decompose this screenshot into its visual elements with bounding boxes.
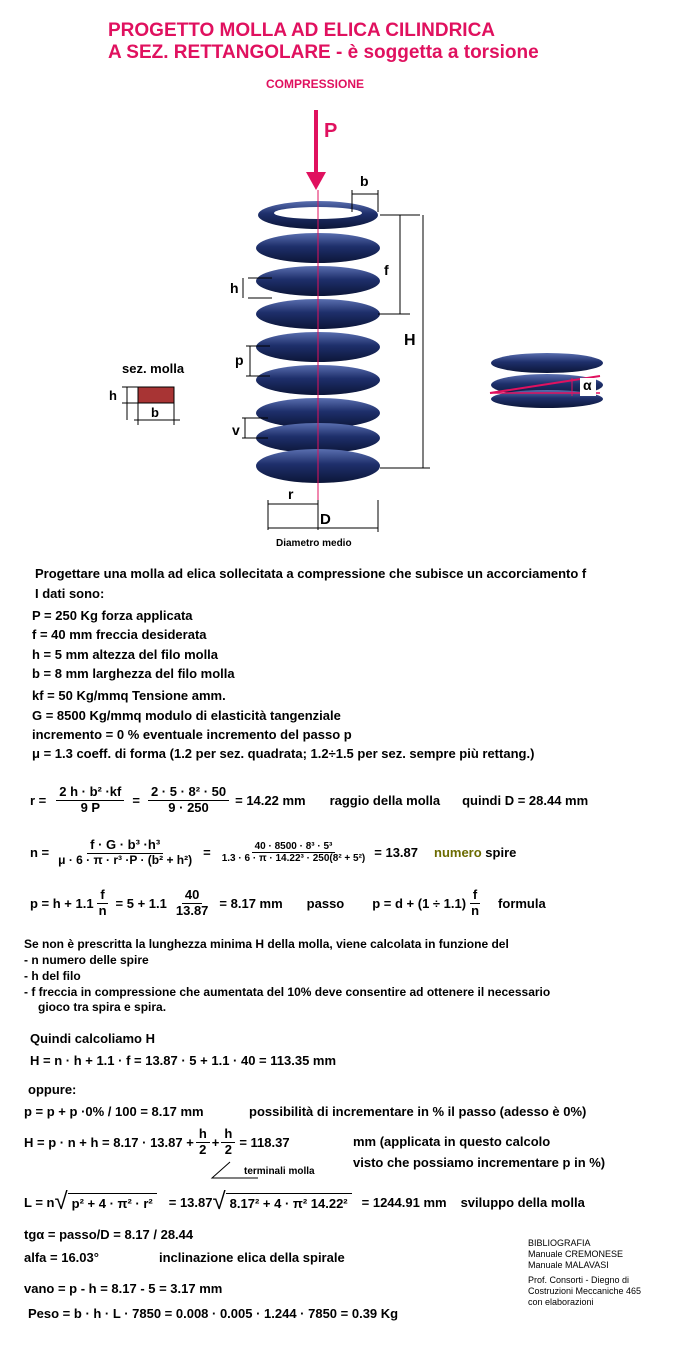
title-line-2-part-a: A SEZ. RETTANGOLARE - (108, 42, 348, 63)
data-item: incremento = 0 % eventuale incremento del passo p (32, 727, 352, 742)
eq-p-formula: formula (498, 895, 546, 911)
equation-n (30, 838, 516, 868)
eq-n-result: = 13.87 (374, 845, 419, 861)
eq-r-frac2 (148, 785, 229, 816)
calc-p-eq: p = p + p ·0% / 100 = 8.17 mm (24, 1104, 204, 1119)
eq-p-frac1 (96, 888, 110, 919)
label-p: p (235, 352, 244, 368)
problem-intro: Progettare una molla ad elica sollecitata a compressione che subisce un accorciamento f (35, 566, 587, 581)
h2-f1-den: 2 (199, 1141, 207, 1157)
data-item: h = 5 mm altezza del filo molla (32, 647, 219, 662)
section-rect (138, 387, 174, 403)
note-line: gioco tra spira e spira. (38, 1000, 167, 1014)
eq-p-lhs: p = h + 1.1 (30, 895, 94, 911)
eq-p-frac2 (173, 888, 212, 919)
eq-p-f3-den: n (471, 902, 480, 918)
equation-r (30, 785, 588, 816)
eq-p-result: = 8.17 mm (219, 895, 283, 911)
h2-note2: visto che possiamo incrementare p in %) (353, 1155, 606, 1170)
eq-r-f2-num: 2 · 5 · 8² · 50 (148, 785, 229, 801)
label-force-p: P (324, 120, 338, 142)
calc-p-note: possibilità di incrementare in % il passo (adesso è 0%) (249, 1104, 587, 1119)
note-line: Se non è prescritta la lunghezza minima H della molla, viene calcolata in funzione del (24, 937, 509, 951)
eq-n-note (434, 845, 516, 860)
calc-h2 (24, 1127, 290, 1158)
eq-p-f3-num: f (470, 888, 480, 904)
h2-lhs: H = p · n + h = 8.17 · 13.87 + (24, 1134, 194, 1150)
equation-L (24, 1190, 585, 1214)
label-alpha: α (583, 377, 592, 393)
note-line: - f freccia in compressione che aumentata del 10% deve consentire ad ottenere il necessario (24, 985, 551, 999)
eq-n-eq: = (203, 845, 211, 861)
caption-diametro-medio: Diametro medio (276, 538, 352, 549)
title-line-2 (108, 42, 539, 64)
eq-p-f1-den: n (98, 902, 107, 918)
bibliography-line: Prof. Consorti - Diegno di (528, 1275, 630, 1285)
eq-r-f2-den: 9 · 250 (168, 799, 209, 815)
eq-r-f1-den: 9 P (80, 799, 101, 815)
eq-p-mid: = 5 + 1.1 (115, 895, 167, 911)
eq-r-result: = 14.22 mm (235, 792, 306, 808)
bibliography-line: Manuale MALAVASI (528, 1260, 609, 1270)
label-r: r (288, 486, 294, 502)
eq-l-rad2: 8.17² + 4 · π² 14.22² (226, 1193, 352, 1211)
title-line-2-part-b: è soggetta a torsione (347, 42, 539, 63)
final-peso: Peso = b · h · L · 7850 = 0.008 · 0.005 · 1.244 · 7850 = 0.39 Kg (28, 1306, 399, 1321)
bibliography (528, 1238, 641, 1308)
section-title: sez. molla (122, 361, 185, 376)
eq-n-frac2 (219, 841, 369, 865)
eq-p-f1-num: f (97, 888, 107, 904)
spring-diagram (0, 100, 693, 560)
final-vano: vano = p - h = 8.17 - 5 = 3.17 mm (24, 1281, 223, 1296)
calc-oppure: oppure: (28, 1082, 77, 1097)
data-item: f = 40 mm freccia desiderata (32, 627, 207, 642)
eq-n-f1-num: f · G · b³ ·h³ (87, 838, 163, 854)
eq-n-f1-den: μ · 6 · π · r³ ·P · (b² + h²) (58, 852, 193, 867)
eq-n-f2-den: 1.3 · 6 · π · 14.22³ · 250(8² + 5²) (221, 853, 366, 865)
eq-l-result: = 1244.91 mm (361, 1194, 447, 1210)
bibliography-line: Manuale CREMONESE (528, 1249, 624, 1259)
bibliography-line: BIBLIOGRAFIA (528, 1238, 591, 1248)
data-item: kf = 50 Kg/mmq Tensione amm. (32, 688, 226, 703)
label-f: f (384, 262, 389, 278)
force-arrow (306, 110, 326, 190)
final-alfa: alfa = 16.03° (24, 1250, 99, 1265)
eq-p-f2-num: 40 (182, 888, 202, 904)
data-item: G = 8500 Kg/mmq modulo di elasticità tangenziale (32, 708, 341, 723)
h2-result: = 118.37 (239, 1134, 290, 1150)
problem-dati: I dati sono: (35, 586, 105, 601)
label-b-top: b (360, 173, 369, 189)
eq-l-rad1: p² + 4 · π² · r² (68, 1193, 157, 1211)
eq-n-frac1 (55, 838, 195, 868)
data-item: μ = 1.3 coeff. di forma (1.2 per sez. quadrata; 1.2÷1.5 per sez. sempre più rettang.) (32, 746, 535, 761)
title-line-1: PROGETTO MOLLA AD ELICA CILINDRICA (108, 20, 496, 41)
equation-p (30, 888, 546, 919)
section-label-b: b (151, 405, 159, 420)
final-alfa-note: inclinazione elica della spirale (159, 1250, 345, 1265)
eq-n-note-spire: spire (481, 845, 517, 861)
eq-l-mid: = 13.87 (168, 1194, 213, 1210)
eq-p-formula-lhs: p = d + (1 ÷ 1.1) (372, 895, 467, 911)
label-v: v (232, 422, 240, 438)
eq-p-passo: passo (306, 895, 345, 911)
eq-l-note: sviluppo della molla (460, 1194, 585, 1210)
eq-n-lhs: n = (30, 845, 50, 861)
label-H: H (404, 332, 416, 349)
bibliography-line: Costruzioni Meccaniche 465 (528, 1286, 642, 1296)
h2-f2-num: h (221, 1127, 235, 1143)
h2-f1-num: h (196, 1127, 210, 1143)
eq-r-frac1 (56, 785, 124, 816)
eq-r-note2: quindi D = 28.44 mm (462, 792, 589, 808)
h2-plus: + (211, 1134, 220, 1150)
eq-n-note-numero: numero (434, 845, 482, 861)
data-item: P = 250 Kg forza applicata (32, 608, 193, 623)
section-label-h: h (109, 388, 117, 403)
calc-h-eq: H = n · h + 1.1 · f = 13.87 · 5 + 1.1 · 40 = 113.35 mm (30, 1053, 337, 1068)
note-line: - n numero delle spire (24, 953, 149, 967)
eq-r-eq: = (132, 792, 140, 808)
h2-frac2 (221, 1127, 235, 1158)
eq-l-lhs: L = n (24, 1194, 55, 1210)
sqrt-icon: √ (54, 1188, 68, 1215)
note-line: - h del filo (24, 969, 81, 983)
label-D: D (320, 511, 331, 528)
h2-f2-den: 2 (224, 1141, 232, 1157)
final-tg: tgα = passo/D = 8.17 / 28.44 (24, 1227, 194, 1242)
terminali-label: terminali molla (244, 1166, 315, 1177)
label-h: h (230, 280, 239, 296)
data-item: b = 8 mm larghezza del filo molla (32, 666, 235, 681)
h2-frac1 (196, 1127, 210, 1158)
h2-note1: mm (applicata in questo calcolo (353, 1134, 551, 1149)
eq-p-f2-den: 13.87 (175, 902, 209, 918)
eq-r-f1-num: 2 h · b² ·kf (56, 785, 124, 801)
calc-h-intro: Quindi calcoliamo H (30, 1031, 155, 1046)
eq-r-note1: raggio della molla (329, 792, 441, 808)
eq-n-f2-num: 40 · 8500 · 8³ · 5³ (252, 841, 336, 854)
bibliography-line: con elaborazioni (528, 1297, 594, 1307)
subtitle: COMPRESSIONE (266, 77, 365, 91)
eq-p-frac3 (468, 888, 482, 919)
eq-r-lhs: r = (30, 792, 47, 808)
sqrt-icon: √ (212, 1188, 226, 1215)
